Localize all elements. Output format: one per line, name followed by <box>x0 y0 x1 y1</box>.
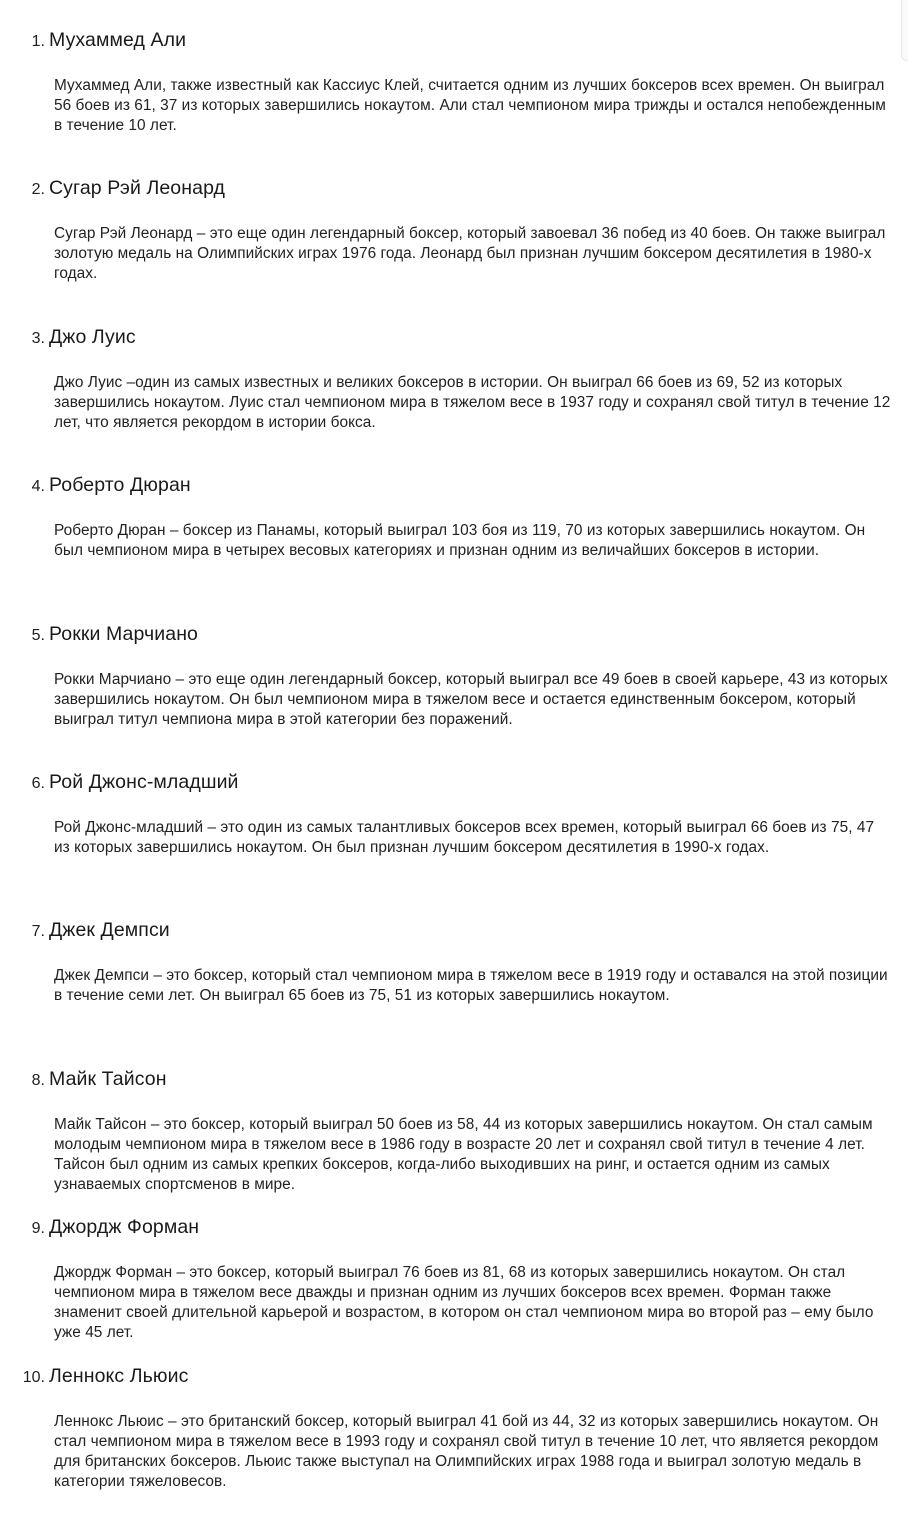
item-description: Майк Тайсон – это боксер, который выиграл 50 боев из 58, 44 из которых завершились нокаутом. Он стал самым молодым чемпионом мира в тяжелом весе в 1986 году в возрасте 20 лет и сохранял свой титул в течение 4 лет. Тайсон был одним из самых крепких боксеров, когда-либо выходивших на ринг, и остается одним из самых узнаваемых спортсменов в мире. <box>54 1115 873 1193</box>
item-heading <box>0 623 880 649</box>
boxers-list <box>0 29 900 1513</box>
list-item <box>0 474 900 622</box>
item-number: 1. <box>31 33 45 50</box>
item-heading <box>0 29 880 55</box>
item-description: Рокки Марчиано – это еще один легендарный боксер, который выиграл все 49 боев в своей карьере, 43 из которых завершились нокаутом. Он был чемпионом мира в тяжелом весе и остается единственным боксером, который выиграл титул чемпиона мира в этой категории без поражений. <box>54 670 888 728</box>
list-item <box>0 29 900 177</box>
item-number: 9. <box>31 1220 45 1238</box>
item-description: Рой Джонс-младший – это один из самых талантливых боксеров всех времен, который выиграл 66 боев из 75, 47 из которых завершились нокаутом. Он был признан лучшим боксером десятилетия в 1990-х годах. <box>54 818 875 856</box>
list-item <box>0 1068 900 1216</box>
item-description: Роберто Дюран – боксер из Панамы, который выиграл 103 боя из 119, 70 из которых завершились нокаутом. Он был чемпионом мира в четырех весовых категориях и признан одним из величайших боксеров в истории. <box>54 522 866 560</box>
list-item <box>0 1365 900 1513</box>
list-item <box>0 326 900 474</box>
item-number: 8. <box>31 1071 45 1089</box>
item-title: Рокки Марчиано <box>49 622 199 645</box>
item-description: Джо Луис –один из самых известных и великих боксеров в истории. Он выиграл 66 боев из 69, 52 из которых завершились нокаутом. Луис стал чемпионом мира в тяжелом весе в 1937 году и сохранял свой титул в течение 12 лет, что является рекордом в истории бокса. <box>54 373 891 431</box>
item-number: 2. <box>31 181 45 199</box>
item-heading <box>0 326 880 352</box>
item-number: 6. <box>31 774 45 792</box>
item-heading <box>0 177 880 203</box>
item-title: Мухаммед Али <box>49 29 187 51</box>
item-number: 3. <box>31 329 45 347</box>
item-heading <box>0 1068 880 1094</box>
item-description: Леннокс Льюис – это британский боксер, который выиграл 41 бой из 44, 32 из которых завершились нокаутом. Он стал чемпионом мира в тяжелом весе в 1993 году и сохранял свой титул в течение 10 лет, что является рекордом для британских боксеров. Льюис также выступал на Олимпийских играх 1988 года и выиграл золотую медаль в категории тяжеловесов. <box>54 1412 879 1490</box>
item-heading <box>0 771 880 797</box>
item-heading <box>0 474 880 500</box>
item-title: Джек Демпси <box>49 919 170 942</box>
item-title: Джо Луис <box>49 325 136 348</box>
item-heading <box>0 1216 880 1242</box>
item-title: Сугар Рэй Леонард <box>49 177 226 200</box>
item-title: Джордж Форман <box>49 1216 200 1239</box>
item-heading <box>0 919 880 945</box>
item-number: 10. <box>22 1368 45 1386</box>
item-title: Роберто Дюран <box>49 474 191 497</box>
item-title: Рой Джонс-младший <box>49 770 239 793</box>
item-description: Джек Демпси – это боксер, который стал чемпионом мира в тяжелом весе в 1919 году и оставался на этой позиции в течение семи лет. Он выиграл 65 боев из 75, 51 из которых завершились нокаутом. <box>54 967 888 1005</box>
list-item <box>0 919 900 1067</box>
item-title: Леннокс Льюис <box>49 1364 189 1387</box>
item-description: Мухаммед Али, также известный как Кассиус Клей, считается одним из лучших боксеров всех времен. Он выиграл 56 боев из 61, 37 из которых завершились нокаутом. Али стал чемпионом мира трижды и остался непобежденным в течение 10 лет. <box>54 77 886 134</box>
item-number: 7. <box>31 923 45 941</box>
item-description: Джордж Форман – это боксер, который выиграл 76 боев из 81, 68 из которых завершились нокаутом. Он стал чемпионом мира в тяжелом весе дважды и признан одним из лучших боксеров всех времен. Форман также знаменит своей длительной карьерой и возрастом, в котором он стал чемпионом мира во второй раз – ему было уже 45 лет. <box>54 1264 874 1342</box>
item-description: Сугар Рэй Леонард – это еще один легендарный боксер, который завоевал 36 побед из 40 боев. Он также выиграл золотую медаль на Олимпийских играх 1976 года. Леонард был признан лучшим боксером десятилетия в 1980-х годах. <box>54 225 886 283</box>
list-item <box>0 623 900 771</box>
item-title: Майк Тайсон <box>49 1067 167 1090</box>
item-number: 5. <box>31 626 45 644</box>
list-item <box>0 1216 900 1364</box>
list-item <box>0 177 900 325</box>
scroll-edge[interactable] <box>901 0 908 61</box>
item-number: 4. <box>31 478 45 496</box>
item-heading <box>0 1365 880 1391</box>
list-item <box>0 771 900 919</box>
